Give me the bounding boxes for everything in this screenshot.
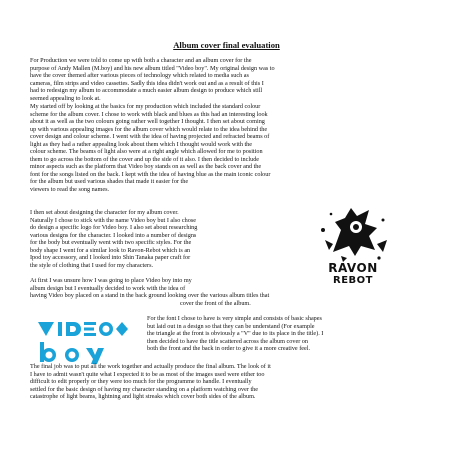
text-line: settled for the basic design of having my character standing on a platform watching over the xyxy=(30,385,259,393)
text-line: For the font I chose to have is very simple and consists of basic shapes xyxy=(147,315,322,322)
text-line: I then set about designing the character for my album cover. xyxy=(30,209,179,216)
text-line: At first I was unsure how I was going to place Video boy into my xyxy=(30,277,192,284)
paragraph-character xyxy=(30,209,285,269)
paragraph-final xyxy=(30,363,425,401)
text-line: My started off by looking at the basics for my production which included the standard colour xyxy=(30,103,261,110)
text-line: the triangle at the front is obviously a "V" due to its place in the title). I xyxy=(147,330,324,338)
text-line: seemed appealing to look at. xyxy=(30,94,101,102)
ravon-logo-word-top: RAVON xyxy=(328,261,378,275)
text-line: difficult to edit properly or they were too much for the programme to handle. I eventually xyxy=(30,378,252,386)
text-line: viewers to read the song names. xyxy=(30,186,110,194)
text-line: light as they had a rather appealing look about them which I thought would work with the xyxy=(30,140,253,148)
text-line: having Video boy placed on a stand in the back ground looking over the various album titles that xyxy=(30,292,270,300)
text-line: cameras, film strips and video cassettes. Sadly this idea didn't work out and as a result of this I xyxy=(30,79,264,87)
text-line: about it as well as the two colours going rather well together I thought. I then set about coming xyxy=(30,118,265,126)
text-line: The final job was to put all the work together and actually produce the final album. The look of it xyxy=(30,363,271,370)
ravon-logo-word-bottom: REBOT xyxy=(333,275,373,286)
text-line: minor aspects such as the platform that Video boy stands on as well as the back cover and the xyxy=(30,163,262,171)
text-line: Ipod toy accessory, and I looked into Shin Tanaka paper craft for xyxy=(30,254,191,262)
paragraph-colour-scheme xyxy=(30,103,425,194)
paragraph-placement xyxy=(30,277,400,307)
text-line: for the body but eventually went with two specific styles. For the xyxy=(30,239,192,247)
text-line: cover design and colour scheme. I went with the idea of having projected and refracted beams of xyxy=(30,133,270,141)
text-line: I have to admit wasn't quite what I expected it to be as most of the images used were either too xyxy=(30,370,265,378)
text-line: both the front and the back in order to give it a more creative feel. xyxy=(147,345,311,353)
text-line: scheme for the album cover. I chose to work with black and blues as this had an interesting look xyxy=(30,110,268,118)
text-line: font for the songs listed on the back. I kept with the idea of having blue as the main iconic colour xyxy=(30,170,271,178)
text-line: catastrophe of light beams, lightning and light streaks which cover both sides of the album. xyxy=(30,393,256,401)
video-boy-logo-image xyxy=(36,318,136,366)
text-line: them to go across the bottom of the cover and up the side of it also. I then decided to include xyxy=(30,155,260,163)
text-line: have the cover themed after various pieces of technology which related to media such as xyxy=(30,72,249,80)
paragraph-intro xyxy=(30,57,425,102)
text-line: colour scheme. The beams of light also were at a right angle which allowed for me to position xyxy=(30,148,263,156)
text-line: the style of clothing that I used for my characters. xyxy=(30,261,154,269)
text-line: do design a specific logo for Video boy. I also set about researching xyxy=(30,224,198,232)
text-line: had to redesign my album to accommodate a much easier album design to produce which still xyxy=(30,87,263,95)
text-line: for the album but used various shades that made it easier for the xyxy=(30,178,189,186)
text-line: cover the front of the album. xyxy=(180,299,251,307)
document-title: Album cover final evaluation xyxy=(173,40,280,50)
paragraph-font xyxy=(147,315,437,353)
text-line: but laid out in a design so that they can be understand (For example xyxy=(147,322,315,330)
text-line: body shape I went for a similar look to Ravon-Rebot which is an xyxy=(30,246,191,254)
text-line: up with various appealing images for the album cover which would relate to the idea behind the xyxy=(30,125,268,133)
text-line: purpose of Andy Mallen (M.boy) and his new album titled "Video boy". My original design was to xyxy=(30,64,275,72)
text-line: For Production we were told to come up with both a character and an album cover for the xyxy=(30,57,252,64)
text-line: album design but I eventually decided to work with the idea of xyxy=(30,284,186,292)
text-line: various designs for the character. I looked into a number of designs xyxy=(30,231,197,239)
text-line: then decided to have the title scattered across the album cover on xyxy=(147,337,308,345)
text-line: Naturally I chose to stick with the name Video boy but I also chose xyxy=(30,216,197,224)
video-boy-logo-icon xyxy=(36,318,136,366)
